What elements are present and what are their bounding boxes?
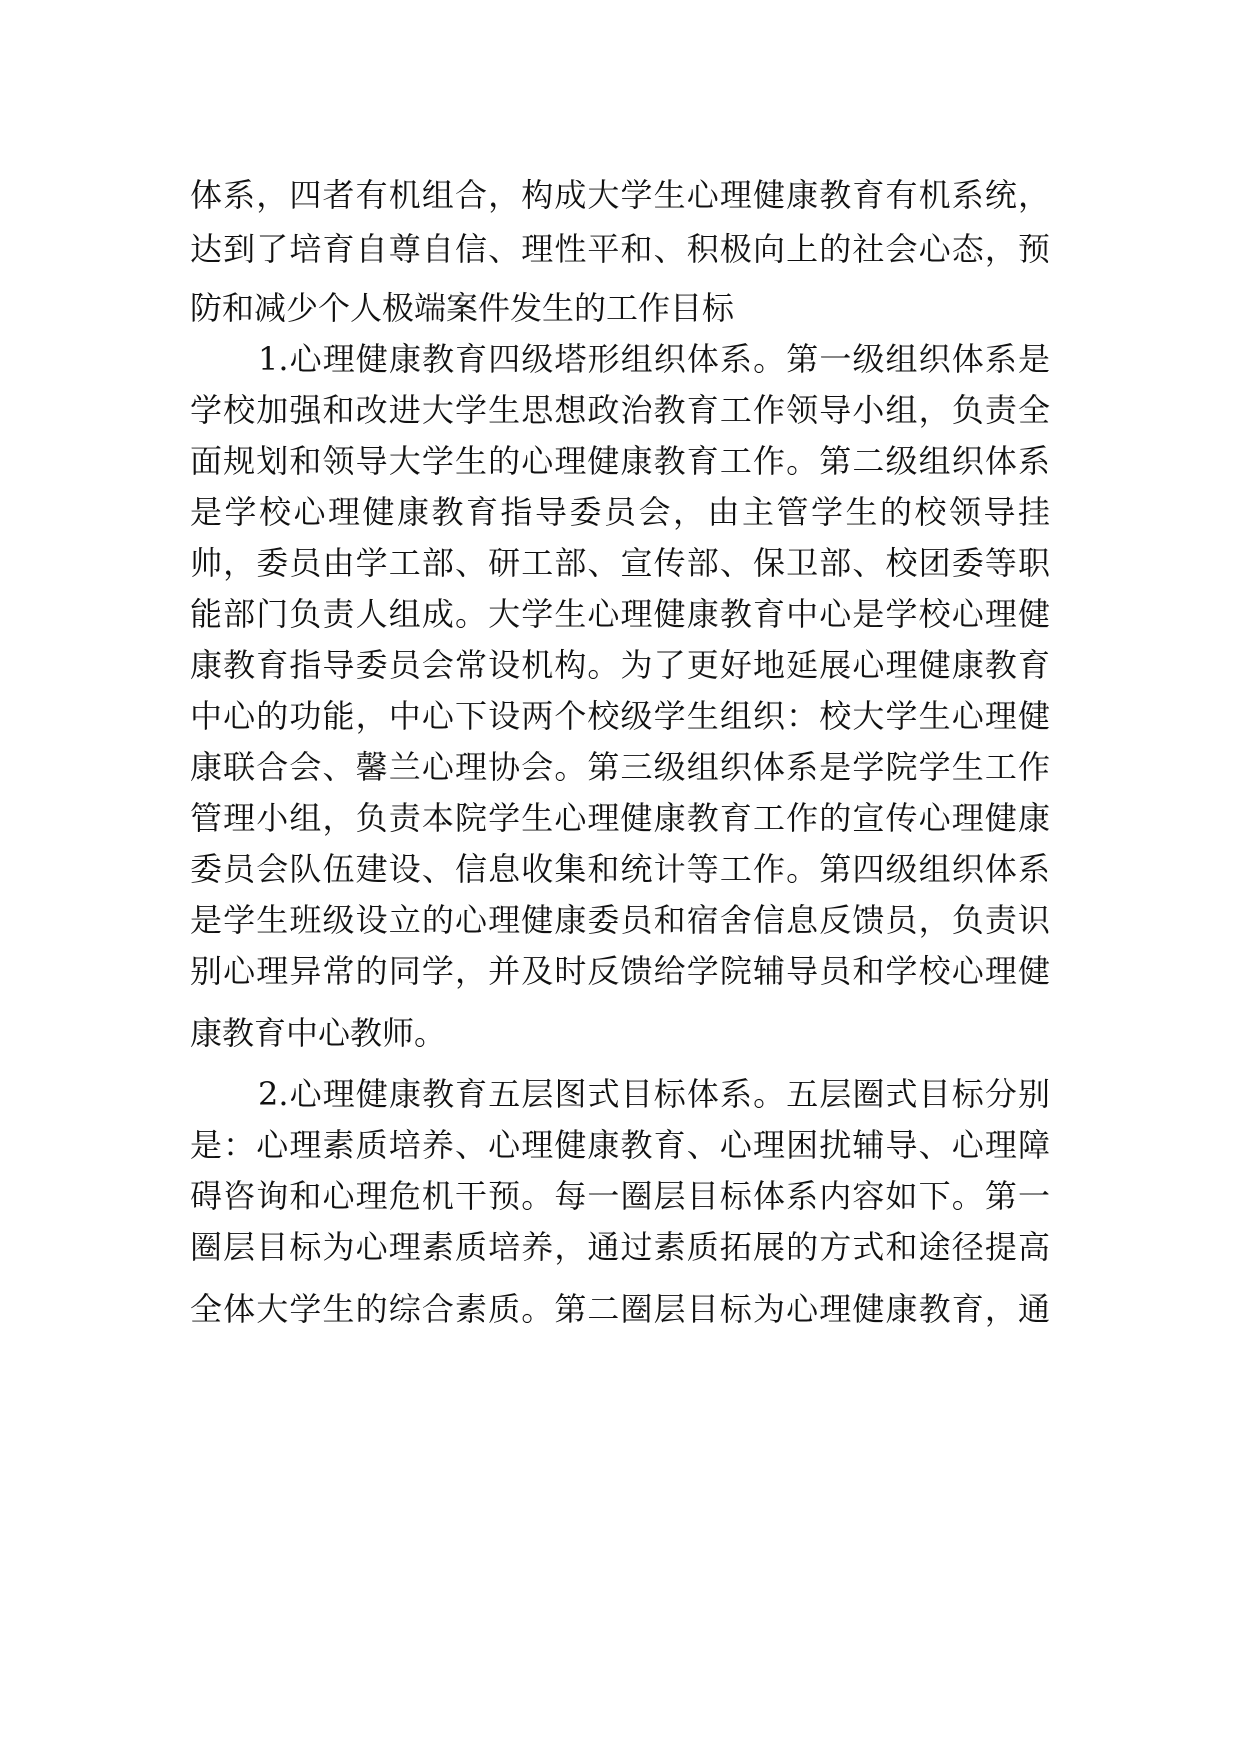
section1-line-14: 康教育中心教师。 bbox=[190, 1014, 447, 1052]
intro-line-1: 体系，四者有机组合，构成大学生心理健康教育有机系统， bbox=[190, 176, 1050, 214]
section1-line-13: 别心理异常的同学，并及时反馈给学院辅导员和学校心理健 bbox=[190, 952, 1050, 990]
section2-line-5: 全体大学生的综合素质。第二圈层目标为心理健康教育，通 bbox=[190, 1290, 1050, 1328]
section1-line-4: 是学校心理健康教育指导委员会，由主管学生的校领导挂 bbox=[190, 493, 1050, 531]
section2-line-4: 圈层目标为心理素质培养，通过素质拓展的方式和途径提高 bbox=[190, 1228, 1050, 1266]
section1-line-9: 康联合会、馨兰心理协会。第三级组织体系是学院学生工作 bbox=[190, 748, 1050, 786]
section1-line-2: 学校加强和改进大学生思想政治教育工作领导小组，负责全 bbox=[190, 391, 1050, 429]
intro-line-3: 防和减少个人极端案件发生的工作目标 bbox=[190, 289, 735, 327]
section1-line-8: 中心的功能，中心下设两个校级学生组织：校大学生心理健 bbox=[190, 697, 1050, 735]
section1-line-10: 管理小组，负责本院学生心理健康教育工作的宣传心理健康 bbox=[190, 799, 1050, 837]
section2-line-2: 是：心理素质培养、心理健康教育、心理困扰辅导、心理障 bbox=[190, 1126, 1050, 1164]
section2-line-1: 2.心理健康教育五层图式目标体系。五层圈式目标分别 bbox=[258, 1075, 1050, 1113]
section2-line-3: 碍咨询和心理危机干预。每一圈层目标体系内容如下。第一 bbox=[190, 1177, 1050, 1215]
section1-line-5: 帅，委员由学工部、研工部、宣传部、保卫部、校团委等职 bbox=[190, 544, 1050, 582]
section1-line-12: 是学生班级设立的心理健康委员和宿舍信息反馈员，负责识 bbox=[190, 901, 1050, 939]
section1-line-11: 委员会队伍建设、信息收集和统计等工作。第四级组织体系 bbox=[190, 850, 1050, 888]
section1-line-6: 能部门负责人组成。大学生心理健康教育中心是学校心理健 bbox=[190, 595, 1050, 633]
intro-line-2: 达到了培育自尊自信、理性平和、积极向上的社会心态，预 bbox=[190, 230, 1050, 268]
section1-line-1: 1.心理健康教育四级塔形组织体系。第一级组织体系是 bbox=[258, 340, 1050, 378]
section1-line-3: 面规划和领导大学生的心理健康教育工作。第二级组织体系 bbox=[190, 442, 1050, 480]
section1-line-7: 康教育指导委员会常设机构。为了更好地延展心理健康教育 bbox=[190, 646, 1050, 684]
